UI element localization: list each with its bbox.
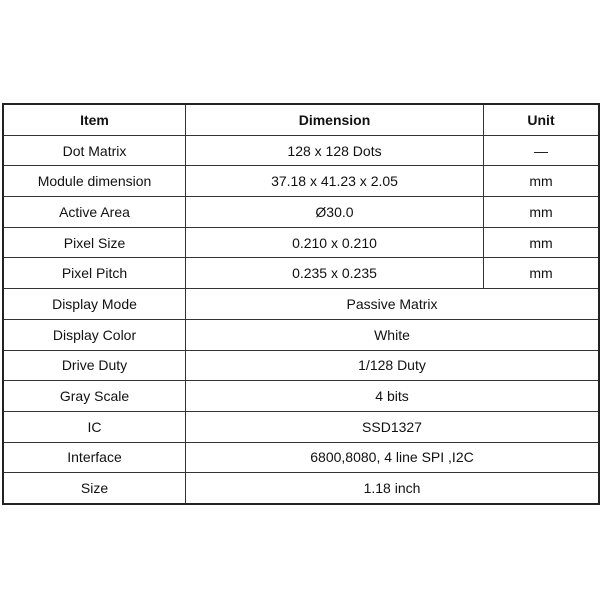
table-row [4,473,599,504]
table-header-row [4,105,599,136]
row-value: 1/128 Duty [186,350,599,381]
row-item: Drive Duty [4,350,186,381]
table-row [4,411,599,442]
row-item: Interface [4,442,186,473]
table-row [4,258,599,289]
row-unit: — [484,135,599,166]
table-row [4,350,599,381]
row-unit: mm [484,227,599,258]
row-item: Gray Scale [4,381,186,412]
row-item: Dot Matrix [4,135,186,166]
row-value: SSD1327 [186,411,599,442]
row-item: Pixel Pitch [4,258,186,289]
row-value: 6800,8080, 4 line SPI ,I2C [186,442,599,473]
row-value: White [186,319,599,350]
row-item: Display Color [4,319,186,350]
table-row [4,381,599,412]
row-item: Pixel Size [4,227,186,258]
table-row [4,197,599,228]
header-unit: Unit [484,105,599,136]
row-unit: mm [484,197,599,228]
row-item: Size [4,473,186,504]
row-item: IC [4,411,186,442]
row-dimension: 0.235 x 0.235 [186,258,484,289]
header-item: Item [4,105,186,136]
spec-table [3,104,599,504]
table-row [4,166,599,197]
row-value: 1.18 inch [186,473,599,504]
row-unit: mm [484,258,599,289]
row-value: Passive Matrix [186,289,599,320]
table-row [4,227,599,258]
table-row [4,289,599,320]
header-dimension: Dimension [186,105,484,136]
table-row [4,442,599,473]
row-item: Active Area [4,197,186,228]
row-value: 4 bits [186,381,599,412]
table-row [4,135,599,166]
row-dimension: Ø30.0 [186,197,484,228]
row-dimension: 37.18 x 41.23 x 2.05 [186,166,484,197]
row-item: Display Mode [4,289,186,320]
row-unit: mm [484,166,599,197]
row-dimension: 0.210 x 0.210 [186,227,484,258]
row-item: Module dimension [4,166,186,197]
row-dimension: 128 x 128 Dots [186,135,484,166]
table-row [4,319,599,350]
